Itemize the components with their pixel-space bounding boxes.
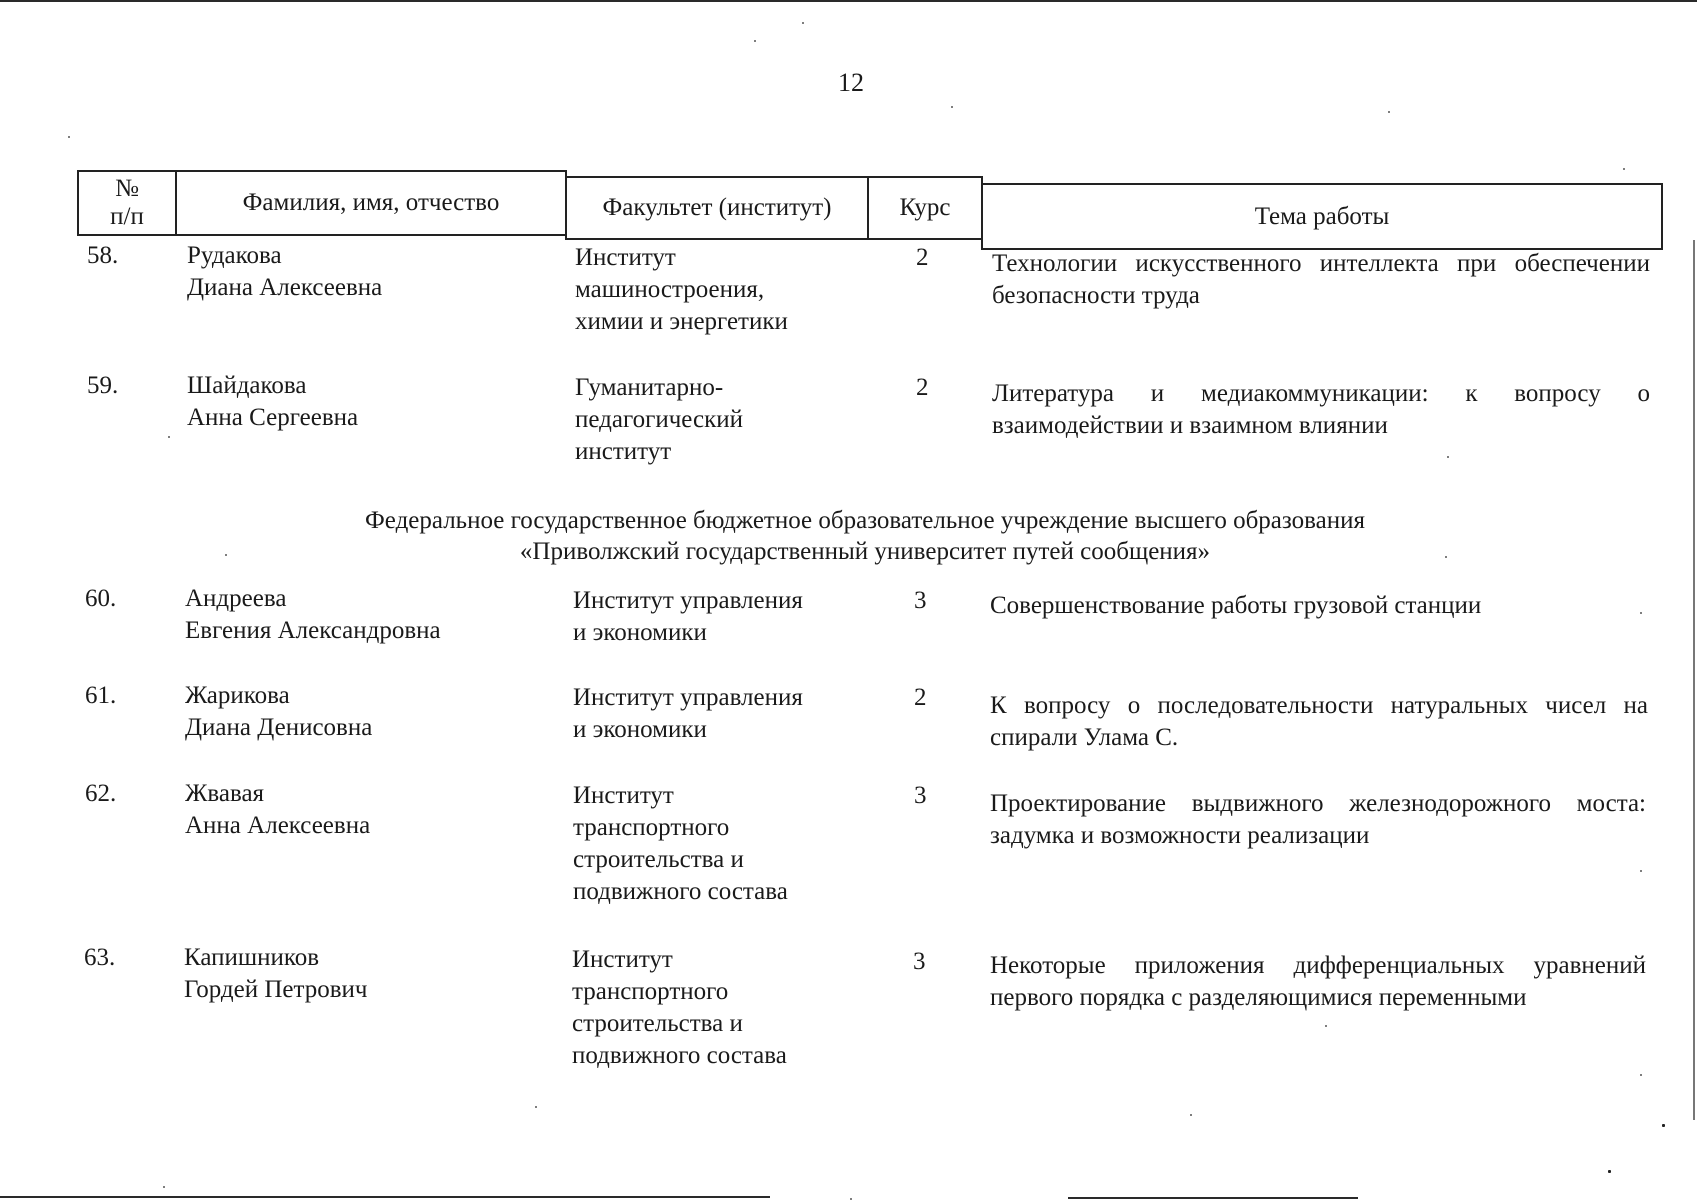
scan-speck <box>163 1186 165 1188</box>
scan-speck <box>1640 1074 1642 1076</box>
header-name-cell: Фамилия, имя, отчество <box>175 170 567 236</box>
row-faculty: Институт управления и экономики <box>573 684 803 743</box>
scan-speck <box>1447 456 1449 458</box>
row-faculty: Институт управления и экономики <box>573 587 803 646</box>
scan-speck <box>754 40 756 42</box>
section-title-line-1: Федеральное государственное бюджетное образовательное учреждение высшего образования <box>365 507 1365 534</box>
row-number: 59. <box>87 372 119 399</box>
scan-speck <box>802 22 804 24</box>
row-name: Жарикова Диана Денисовна <box>185 682 373 741</box>
section-title-line-2: «Приволжский государственный университет путей сообщения» <box>519 538 1211 565</box>
scan-speck <box>535 1106 537 1108</box>
header-course-cell: Курс <box>867 176 983 240</box>
row-number: 61. <box>85 682 117 709</box>
row-name: Шайдакова Анна Сергеевна <box>187 372 359 431</box>
row-topic: Технологии искусственного интеллекта при обеспечении безопасности труда <box>992 250 1650 309</box>
row-course: 3 <box>913 948 926 975</box>
scan-speck <box>1608 1170 1611 1173</box>
header-topic-cell: Тема работы <box>981 183 1663 250</box>
row-number: 62. <box>85 780 117 807</box>
page-number: 12 <box>838 68 864 97</box>
section-title <box>200 505 1530 567</box>
row-faculty: Институт транспортного строительства и подвижного состава <box>573 782 788 905</box>
scan-speck <box>1640 612 1642 614</box>
scan-edge-bottom-right <box>1068 1197 1358 1199</box>
scan-edge-bottom-left <box>0 1196 770 1198</box>
scan-speck <box>1445 556 1447 558</box>
row-topic: Литература и медиакоммуникации: к вопросу о взаимодействии и взаимном влиянии <box>992 380 1650 439</box>
row-faculty: Институт транспортного строительства и подвижного состава <box>572 946 787 1069</box>
scan-speck <box>1662 1124 1665 1127</box>
row-number: 60. <box>85 585 117 612</box>
row-course: 2 <box>914 684 927 711</box>
row-topic: Некоторые приложения дифференциальных уравнений первого порядка с разделяющимися переменными <box>990 952 1646 1011</box>
row-topic: К вопросу о последовательности натуральных чисел на спирали Улама С. <box>990 692 1648 751</box>
row-faculty: Институт машиностроения, химии и энергетики <box>575 244 788 335</box>
scan-speck <box>1190 1114 1192 1116</box>
row-course: 3 <box>914 587 927 614</box>
row-name: Андреева Евгения Александровна <box>185 585 441 644</box>
row-course: 3 <box>914 782 927 809</box>
scan-speck <box>68 136 70 138</box>
row-course: 2 <box>916 374 929 401</box>
scan-speck <box>1388 111 1390 113</box>
scan-speck <box>225 554 227 556</box>
row-topic: Проектирование выдвижного железнодорожного моста: задумка и возможности реализации <box>990 790 1646 849</box>
row-number: 58. <box>87 242 119 269</box>
row-course: 2 <box>916 244 929 271</box>
scan-edge-top <box>0 0 1697 2</box>
header-faculty-cell: Факультет (институт) <box>565 176 869 240</box>
row-topic: Совершенствование работы грузовой станции <box>990 592 1482 619</box>
header-num-cell <box>77 170 177 236</box>
row-faculty: Гуманитарно- педагогический институт <box>575 374 744 465</box>
scan-speck <box>1325 1025 1327 1027</box>
row-name: Жвавая Анна Алексеевна <box>185 780 371 839</box>
scan-speck <box>168 436 170 438</box>
scan-edge-right <box>1693 240 1695 1120</box>
scan-speck <box>1640 870 1642 872</box>
header-num-abbrev: п/п <box>110 203 144 230</box>
row-name: Капишников Гордей Петрович <box>184 944 368 1003</box>
header-num-symbol: № <box>115 175 139 202</box>
scan-speck <box>1623 168 1625 170</box>
row-name: Рудакова Диана Алексеевна <box>187 242 383 301</box>
row-number: 63. <box>84 944 116 971</box>
scan-speck <box>951 106 953 108</box>
